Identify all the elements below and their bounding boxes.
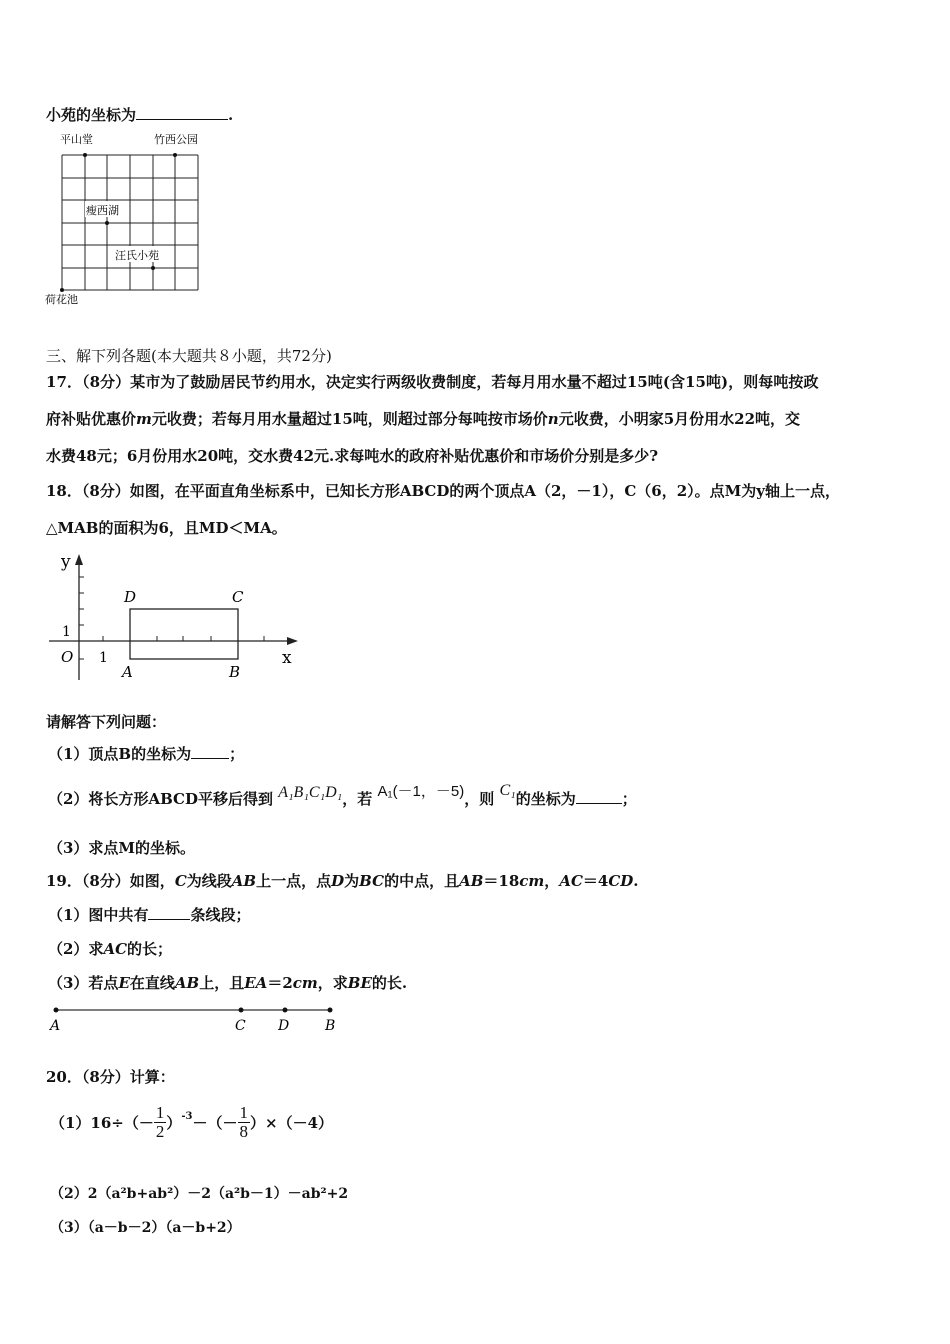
q18-line1: 18．（8分）如图，在平面直角坐标系中，已知长方形ABCD的两个顶点A（2，－1），C（6，2）。点M为y轴上一点， — [46, 482, 841, 500]
q18-p2-text-d: 的坐标为 — [515, 790, 576, 808]
q19-t6: ， — [544, 872, 560, 890]
q18-p2-text-c: ，则 — [464, 790, 495, 808]
point-d — [283, 1008, 288, 1013]
q20-title: 20．（8分）计算： — [46, 1068, 175, 1086]
answer-blank[interactable] — [148, 905, 190, 920]
q18-p1-text: （1）顶点B的坐标为 — [48, 745, 192, 763]
section-heading: 三、解下列各题(本大题共８小题，共72分) — [46, 347, 332, 365]
q19-var-c: C — [174, 872, 187, 890]
vertex-d-label: D — [124, 588, 137, 606]
frac2-num: 1 — [239, 1102, 249, 1122]
q16-period: . — [228, 106, 234, 124]
q19-line1 — [46, 870, 639, 891]
point-a1-label: A₁(－1，－5) — [377, 783, 465, 800]
q18-part1 — [48, 743, 244, 764]
y-label: y — [61, 552, 71, 572]
translated-rect-label: A₁B₁C₁D₁ — [278, 784, 343, 801]
q17-line3: 水费48元；6月份用水20吨，交水费42元.求每吨水的政府补贴优惠价和市场价分别是多少? — [46, 447, 659, 465]
point-b — [328, 1008, 333, 1013]
q19-p3-f: 的长. — [371, 974, 408, 992]
q19-p3-d: ＝2 — [267, 974, 293, 992]
label-a: A — [50, 1018, 61, 1034]
frac1-den: 2 — [155, 1121, 165, 1141]
q19-part2 — [48, 938, 172, 959]
y-unit-label: 1 — [62, 624, 71, 640]
q20-part3: （3）（a－b－2）（a－b+2） — [50, 1220, 241, 1236]
x-axis-arrow — [287, 637, 298, 645]
q17-text-a: 府补贴优惠价 — [46, 410, 137, 428]
hehuachi-point — [60, 288, 64, 292]
q16-answer-line — [46, 104, 233, 125]
q17-line2 — [46, 408, 800, 429]
pingshantang-point — [83, 153, 87, 157]
rectangle-abcd — [130, 609, 238, 659]
label-hehuachi: 荷花池 — [45, 293, 78, 306]
exponent: -3 — [181, 1110, 193, 1122]
label-b: B — [325, 1018, 336, 1034]
q19-p3-var-ea: EA — [244, 974, 268, 992]
label-d: D — [278, 1018, 290, 1034]
q19-p3-var-ab: AB — [174, 974, 200, 992]
shouxihu-point — [105, 221, 109, 225]
label-wangshi: 汪氏小苑 — [115, 249, 159, 262]
q19-p3-unit: cm — [292, 974, 318, 992]
q19-var-bc: BC — [359, 872, 385, 890]
q19-eq1-var: AB — [459, 872, 484, 890]
q19-p3-e: ，求 — [317, 974, 348, 992]
vertex-a-label: A — [122, 663, 133, 681]
coordinate-graph — [46, 546, 306, 686]
q19-var-ab: AB — [231, 872, 257, 890]
q19-part3 — [48, 972, 407, 993]
point-c — [239, 1008, 244, 1013]
label-shouxihu: 瘦西湖 — [86, 204, 119, 217]
q17-text-b: 元收费；若每月用水量超过15吨，则超过部分每吨按市场价 — [151, 410, 548, 428]
label-pingshantang: 平山堂 — [60, 133, 93, 146]
q19-p2-b: 的长； — [127, 940, 173, 958]
q19-p3-b: 在直线 — [129, 974, 175, 992]
q18-prompt: 请解答下列问题： — [46, 713, 167, 731]
q19-p1-text-a: （1）图中共有 — [48, 906, 149, 924]
q19-t4: 为 — [344, 872, 360, 890]
q18-line2: △MAB的面积为6，且MD＜MA。 — [46, 519, 287, 537]
q19-unit: cm — [519, 872, 545, 890]
wangshi-point — [151, 266, 155, 270]
map-grid-figure — [40, 126, 220, 312]
zhuxi-point — [173, 153, 177, 157]
q19-p1-text-b: 条线段； — [190, 906, 251, 924]
q20-p1-d: ）×（－4） — [250, 1113, 334, 1132]
label-zhuxi: 竹西公园 — [154, 133, 198, 146]
q19-t7: . — [633, 872, 639, 890]
fraction-one-eighth — [238, 1104, 251, 1141]
q20-p1-c: －（－ — [192, 1113, 238, 1132]
q19-p3-c: 上，且 — [199, 974, 245, 992]
q19-part1 — [48, 904, 250, 925]
vertex-b-label: B — [229, 663, 241, 681]
q19-p2-a: （2）求 — [48, 940, 104, 958]
answer-blank[interactable] — [191, 744, 229, 759]
origin-label: O — [61, 648, 74, 666]
y-axis-arrow — [75, 554, 83, 565]
q19-eq2-val: ＝4 — [582, 872, 609, 890]
q19-t3: 上一点，点 — [256, 872, 332, 890]
q19-p2-var: AC — [103, 940, 128, 958]
q19-t2: 为线段 — [186, 872, 232, 890]
q19-var-cd: CD — [608, 872, 634, 890]
q17-line1: 17．（8分）某市为了鼓励居民节约用水，决定实行两级收费制度，若每月用水量不超过15吨(含15吨)，则每吨按政 — [46, 373, 819, 391]
q18-p1-end: ； — [229, 745, 245, 763]
q16-text: 小苑的坐标为 — [46, 106, 137, 124]
x-label: x — [282, 648, 292, 668]
q20-p1-a: （1）16÷（－ — [50, 1113, 154, 1132]
q19-t1: 19．（8分）如图， — [46, 872, 175, 890]
q20-part1 — [50, 1099, 333, 1145]
vertex-c-label: C — [232, 588, 244, 606]
q20-p1-b: ） — [166, 1113, 182, 1132]
q18-p2-text-b: ，若 — [342, 790, 373, 808]
q19-p3-var-e: E — [118, 974, 130, 992]
var-m: m — [136, 410, 152, 428]
q19-eq2-var: AC — [559, 872, 583, 890]
q18-p2-text-a: （2）将长方形ABCD平移后得到 — [48, 790, 273, 808]
answer-blank[interactable] — [576, 789, 622, 804]
q20-part2: （2）2（a²b+ab²）－2（a²b－1）－ab²+2 — [50, 1186, 349, 1202]
q18-part2 — [48, 782, 637, 809]
answer-blank[interactable] — [136, 105, 228, 120]
q18-p2-end: ； — [621, 790, 637, 808]
fraction-one-half — [154, 1104, 167, 1141]
label-c: C — [235, 1018, 246, 1034]
q19-var-d: D — [331, 872, 345, 890]
frac2-den: 8 — [239, 1121, 249, 1141]
frac1-num: 1 — [155, 1102, 165, 1122]
q17-text-c: 元收费，小明家5月份用水22吨，交 — [558, 410, 801, 428]
point-a — [54, 1008, 59, 1013]
q19-eq1-val: ＝18 — [483, 872, 520, 890]
var-n: n — [547, 410, 559, 428]
point-c1-label: C₁ — [499, 782, 516, 799]
q19-t5: 的中点，且 — [384, 872, 460, 890]
q19-p3-var-be: BE — [347, 974, 372, 992]
q19-p3-a: （3）若点 — [48, 974, 119, 992]
q18-part3: （3）求点M的坐标。 — [48, 839, 196, 857]
segment-figure — [46, 1000, 346, 1036]
x-unit-label: 1 — [99, 650, 108, 666]
